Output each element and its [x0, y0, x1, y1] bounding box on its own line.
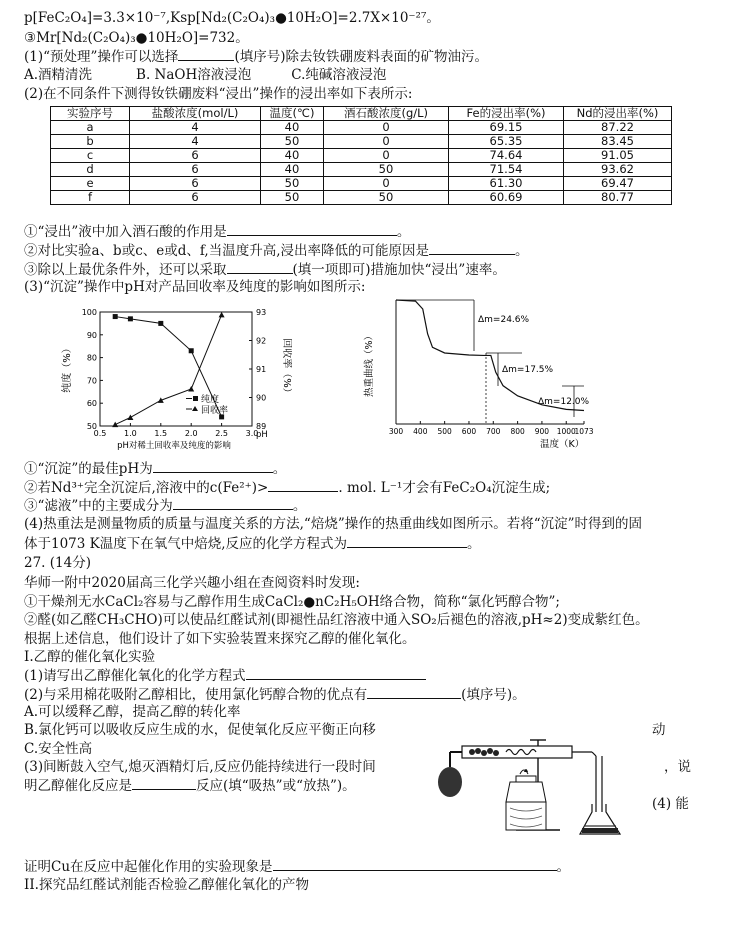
table-cell: f [51, 191, 130, 205]
answer-blank[interactable] [268, 479, 338, 492]
option-b: B. NaOH溶液浸泡 [136, 67, 252, 83]
design-text: 根据上述信息，他们设计了如下实验装置来探究乙醇的催化氧化。 [24, 631, 416, 647]
tg-x-tick-label: 900 [534, 427, 550, 436]
answer-blank[interactable] [132, 777, 196, 790]
subq-3-text-end: (填一项即可)措施加快“浸出”速率。 [292, 262, 506, 278]
tg-x-tick-label: 400 [413, 427, 428, 436]
q27-3b-text: 明乙醇催化反应是 [24, 778, 132, 794]
table-cell: 6 [130, 163, 261, 177]
choice-b-continuation [652, 722, 666, 738]
table-cell: 61.30 [449, 177, 564, 191]
ph-q2-text-end: . mol. L⁻¹才会有FeC₂O₄沉淀生成; [338, 480, 551, 496]
x-tick-label: 0.5 [93, 429, 107, 438]
left-tick-label: 50 [86, 422, 97, 431]
subq-3-line [24, 261, 506, 278]
purity-point [113, 314, 118, 319]
recovery-point [158, 397, 164, 403]
purity-point [158, 321, 163, 326]
ph-chart [56, 298, 292, 456]
x-tick-label: 2.5 [215, 429, 228, 438]
table-cell: 87.22 [564, 121, 672, 135]
question-2-text: (2)在不同条件下测得钕铁硼废料“浸出”操作的浸出率如下表所示: [24, 86, 413, 102]
ph-chart-caption: pH对稀土回收率及纯度的影响 [117, 441, 231, 451]
table-header: Nd的浸出率(%) [564, 107, 672, 121]
period: 。 [272, 461, 287, 477]
q27-4-start [652, 796, 689, 812]
tg-equation-line [24, 535, 481, 552]
x-tick-label: 2.0 [184, 429, 198, 438]
table-cell: 6 [130, 177, 261, 191]
period: 。 [514, 243, 529, 259]
fact-2-line [24, 612, 649, 628]
table-cell: 83.45 [564, 135, 672, 149]
x-tick-label: 1.5 [154, 429, 168, 438]
table-cell: 0 [324, 149, 449, 163]
fact-1-line [24, 594, 560, 610]
leaching-table [50, 106, 672, 205]
q27-4-line [24, 858, 570, 875]
option-c: C.纯碱溶液浸泡 [291, 67, 387, 83]
table-cell: e [51, 177, 130, 191]
ph-q2-text: ②若Nd³⁺完全沉淀后,溶液中的c(Fe²⁺)> [24, 480, 269, 496]
reaction-tube-icon [462, 746, 596, 758]
table-cell: 74.64 [449, 149, 564, 163]
ksp-text: p[FeC₂O₄]=3.3×10⁻⁷,Ksp[Nd₂(C₂O₄)₃●10H₂O]=2.7X×10⁻²⁷。 [24, 10, 440, 26]
intro-text: 华师一附中2020届高三化学兴趣小组在查阅资料时发现: [24, 575, 360, 591]
table-cell: 0 [324, 135, 449, 149]
tg-chart [362, 294, 626, 450]
ph-axis-label: pH [256, 430, 268, 440]
answer-blank[interactable] [246, 667, 426, 680]
subq-1-line [24, 223, 410, 240]
x-tick-label: 3.0 [245, 429, 259, 438]
ph-q1-text: ①“沉淀”的最佳pH为 [24, 461, 153, 477]
tg-x-tick-label: 700 [486, 427, 501, 436]
delta-m-annotation-1: Δm=24.6% [478, 315, 530, 325]
choice-b-line [24, 722, 376, 738]
legend-purity: 纯度 [201, 395, 220, 405]
ph-q3-line [24, 497, 306, 514]
period: 。 [556, 859, 571, 875]
apparatus-illustration [430, 712, 640, 838]
tg-question-line [24, 516, 642, 532]
purity-axis-label: 纯度（%） [62, 343, 73, 393]
legend-triangle-marker [192, 406, 198, 411]
flame-icon [524, 769, 528, 772]
table-cell: 40 [261, 149, 324, 163]
period: 。 [292, 498, 307, 514]
legend-square-marker [193, 396, 198, 401]
table-cell: 0 [324, 121, 449, 135]
section-2-heading [24, 877, 309, 893]
table-row [51, 177, 672, 191]
q27-3b-line [24, 777, 356, 794]
delta-m-annotation-2: Δm=17.5% [502, 365, 554, 375]
subq-3-text: ③除以上最优条件外，还可以采取 [24, 262, 227, 278]
q27-3-text: (3)间断鼓入空气,熄灭酒精灯后,反应仍能持续进行一段时间 [24, 759, 376, 775]
table-cell: 50 [261, 177, 324, 191]
tg-x-ticks [389, 421, 594, 436]
left-tick-label: 60 [86, 399, 97, 409]
table-row [51, 135, 672, 149]
table-header: 盐酸浓度(mol/L) [130, 107, 261, 121]
choice-c-text: C.安全性高 [24, 741, 93, 757]
recovery-point [112, 422, 118, 428]
recovery-point [188, 386, 194, 392]
ph-chart-frame [100, 312, 252, 426]
question-3-line [24, 279, 365, 295]
fact-1-text: ①干燥剂无水CaCl₂容易与乙醇作用生成CaCl₂●nC₂H₅OH络合物，简称“氯化钙醇合物”; [24, 594, 560, 610]
answer-blank[interactable] [367, 686, 461, 699]
subq-2-line [24, 242, 528, 259]
table-header: 酒石酸浓度(g/L) [324, 107, 449, 121]
q27-1-line [24, 667, 426, 684]
problem-27-title: 27. (14分) [24, 555, 91, 571]
air-bag-icon [438, 752, 462, 797]
q27-3-continuation [664, 759, 691, 775]
tg-x-tick-label: 500 [437, 427, 452, 436]
answer-blank[interactable] [227, 223, 397, 236]
subq-1-text: ①“浸出”液中加入酒石酸的作用是 [24, 224, 227, 240]
table-row [51, 191, 672, 205]
ph-q1-line [24, 460, 286, 477]
right-tick-label: 92 [256, 336, 267, 346]
legend-recovery: 回收率 [201, 406, 229, 416]
q27-2-line [24, 686, 526, 703]
question-1-text: (1)“预处理”操作可以选择 [24, 49, 179, 65]
choice-c-line [24, 741, 92, 757]
answer-blank[interactable] [227, 261, 293, 274]
q27-4b-text: 证明Cu在反应中起催化作用的实验现象是 [24, 859, 273, 875]
table-cell: b [51, 135, 130, 149]
tg-x-label: 温度（K） [540, 439, 585, 450]
question-1-line [24, 48, 488, 65]
alcohol-lamp-icon [506, 770, 546, 802]
subq-2-text: ②对比实验a、b或c、e或d、f,当温度升高,浸出率降低的可能原因是 [24, 243, 429, 259]
purity-point [128, 316, 133, 321]
table-cell: 65.35 [449, 135, 564, 149]
intro-line [24, 575, 360, 591]
period: 。 [467, 536, 481, 552]
table-cell: 69.15 [449, 121, 564, 135]
table-cell: 50 [261, 191, 324, 205]
tg-x-tick-label: 1073 [574, 427, 594, 436]
tg-x-tick-label: 300 [388, 427, 404, 436]
table-cell: 69.47 [564, 177, 672, 191]
fact-2-text: ②醛(如乙醛CH₃CHO)可以使品红醛试剂(即褪性品红溶液中通入SO₂后褪色的溶液,pH≈2)变成紫红色。 [24, 612, 649, 628]
q27-4-text: (4) 能 [652, 796, 689, 812]
table-cell: 50 [261, 135, 324, 149]
tg-y-label: 热重曲线（%） [364, 330, 375, 398]
recovery-point [127, 414, 133, 420]
table-cell: 4 [130, 121, 261, 135]
answer-blank[interactable] [178, 48, 234, 61]
recovery-axis-label: 回收率（%） [281, 338, 292, 398]
q27-1-text: (1)请写出乙醇催化氧化的化学方程式 [24, 668, 246, 684]
answer-blank[interactable] [429, 242, 515, 255]
ph-chart-legend [186, 393, 228, 416]
choice-b-text-end: 动 [652, 722, 666, 738]
right-tick-label: 90 [256, 393, 267, 403]
ph-q2-line [24, 479, 550, 496]
q27-3-line [24, 759, 376, 775]
table-cell: 50 [324, 191, 449, 205]
table-cell: 60.69 [449, 191, 564, 205]
problem-27-header [24, 555, 91, 571]
left-tick-label: 70 [86, 376, 97, 386]
conical-flask-icon [580, 756, 620, 834]
table-row [51, 121, 672, 135]
period: 。 [396, 224, 411, 240]
data-line-mr [24, 30, 249, 46]
design-line [24, 631, 416, 647]
ph-q3-text: ③“滤液”中的主要成分为 [24, 498, 173, 514]
answer-blank[interactable] [173, 497, 293, 510]
options-line [24, 67, 386, 83]
q27-3b-text-end: 反应(填“吸热”或“放热”)。 [196, 778, 356, 794]
option-a: A.酒精清洗 [24, 67, 93, 83]
tg-question-text: (4)热重法是测量物质的质量与温度关系的方法,“焙烧”操作的热重曲线如图所示。若将“沉淀”时得到的固 [24, 516, 643, 532]
tg-x-tick-label: 800 [510, 427, 525, 436]
table-cell: 0 [324, 177, 449, 191]
purity-point [189, 348, 194, 353]
table-header: Fe的浸出率(%) [449, 107, 564, 121]
choice-a-line [24, 704, 241, 720]
wooden-block-icon [506, 802, 546, 830]
left-tick-label: 90 [86, 330, 97, 340]
recovery-point [219, 312, 225, 318]
table-row [51, 163, 672, 177]
choice-a-text: A.可以缓释乙醇，提高乙醇的转化率 [24, 704, 241, 720]
left-tick-label: 80 [86, 353, 97, 363]
table-header: 温度(℃) [261, 107, 324, 121]
right-tick-label: 89 [256, 422, 267, 431]
table-cell: 6 [130, 191, 261, 205]
left-tick-label: 100 [81, 308, 97, 317]
table-cell: 93.62 [564, 163, 672, 177]
table-cell: 91.05 [564, 149, 672, 163]
table-cell: 40 [261, 121, 324, 135]
table-cell: 50 [324, 163, 449, 177]
data-line-ksp [24, 10, 440, 26]
section-2-title: II.探究品红醛试剂能否检验乙醇催化氧化的产物 [24, 877, 309, 893]
choice-b-text: B.氯化钙可以吸收反应生成的水，促使氧化反应平衡正向移 [24, 722, 376, 738]
mr-text: ③Mr[Nd₂(C₂O₄)₃●10H₂O]=732。 [24, 30, 249, 46]
q27-3-text-end: ，说 [664, 759, 691, 775]
tg-x-tick-label: 600 [461, 427, 477, 436]
table-row [51, 149, 672, 163]
table-cell: 6 [130, 149, 261, 163]
right-tick-label: 93 [256, 308, 267, 317]
table-cell: c [51, 149, 130, 163]
table-cell: 40 [261, 163, 324, 177]
table-header-row [51, 107, 672, 121]
tg-x-tick-label: 1000 [556, 427, 576, 436]
section-1-title: I.乙醇的催化氧化实验 [24, 649, 156, 665]
question-3-text: (3)“沉淀”操作中pH对产品回收率及纯度的影响如图所示: [24, 279, 366, 295]
table-cell: 71.54 [449, 163, 564, 177]
answer-blank[interactable] [347, 535, 467, 548]
table-cell: 4 [130, 135, 261, 149]
delta-m-annotation-3: Δm=12.0% [538, 397, 590, 407]
table-header: 实验序号 [51, 107, 130, 121]
q27-2-text: (2)与采用棉花吸附乙醇相比，使用氯化钙醇合物的优点有 [24, 687, 368, 703]
answer-blank[interactable] [273, 858, 557, 871]
table-cell: a [51, 121, 130, 135]
answer-blank[interactable] [153, 460, 273, 473]
ph-chart-x-ticks [94, 423, 259, 438]
question-1-text-end: (填序号)除去钕铁硼废料表面的矿物油污。 [234, 49, 488, 65]
question-2-line [24, 86, 412, 102]
table-cell: d [51, 163, 130, 177]
q27-2-text-end: (填序号)。 [461, 687, 526, 703]
right-tick-label: 91 [256, 365, 267, 374]
tg-equation-text: 体于1073 K温度下在氧气中焙烧,反应的化学方程式为 [24, 536, 348, 552]
section-1-heading [24, 649, 155, 665]
x-tick-label: 1.0 [124, 429, 137, 438]
table-cell: 80.77 [564, 191, 672, 205]
